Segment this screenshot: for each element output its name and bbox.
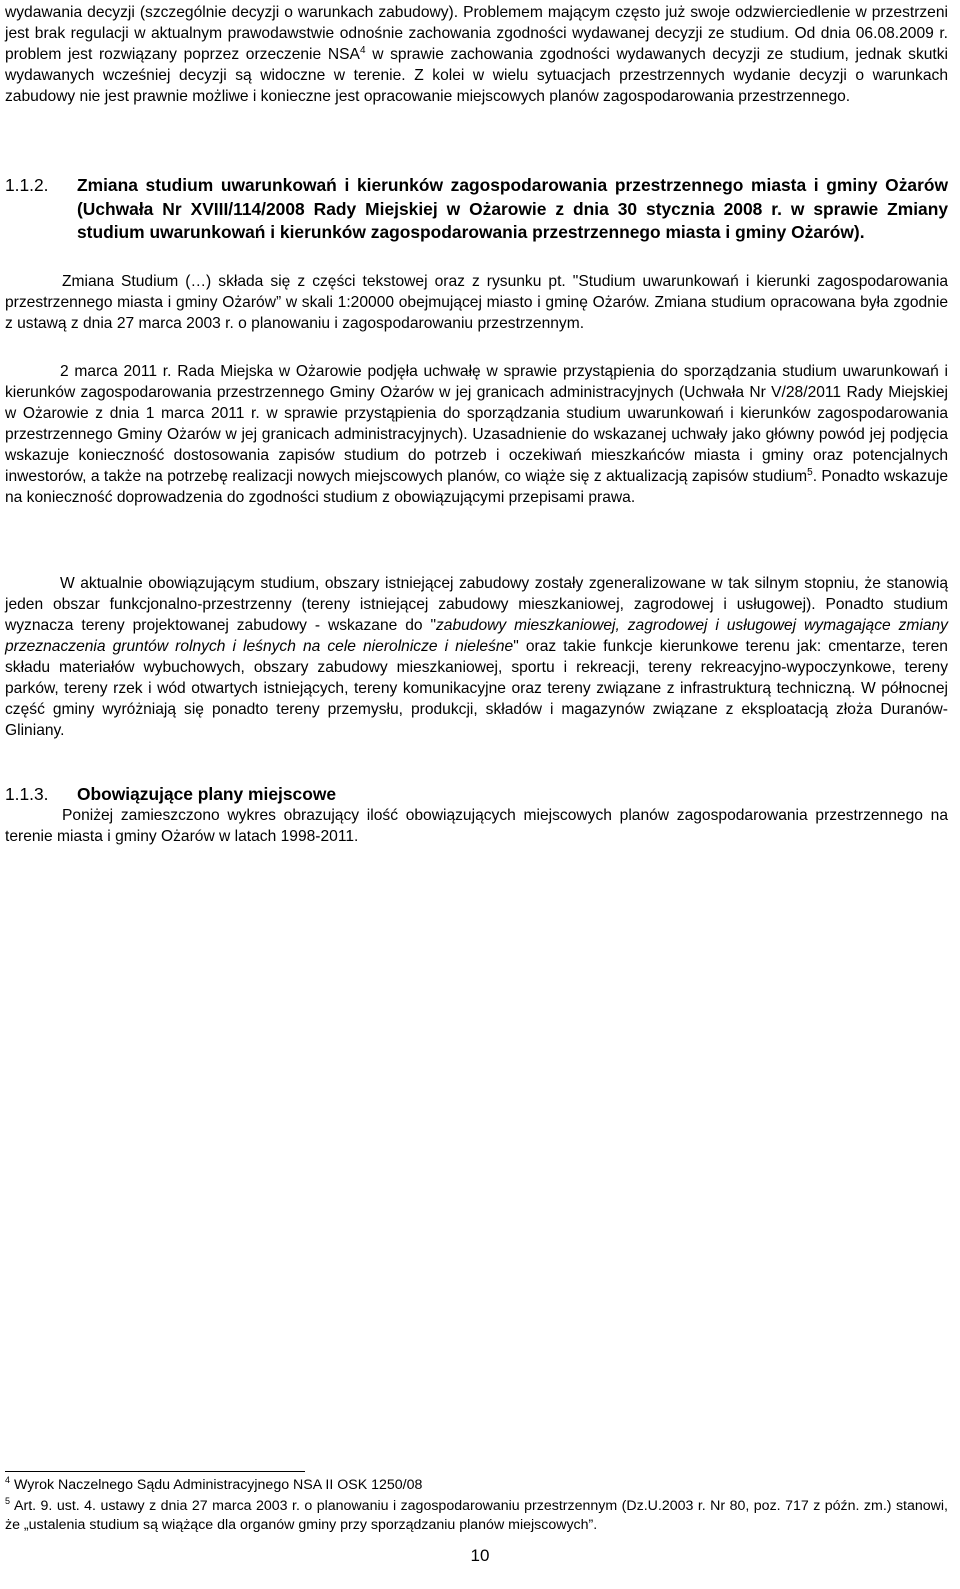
section-heading-112 [5, 174, 948, 245]
paragraph-2011-text-b: . Ponadto wskazuje na konieczność doprowadzenia do zgodności studium z obowiązującymi przepisami prawa. [5, 468, 948, 506]
footnote-4-text: Wyrok Naczelnego Sądu Administracyjnego NSA II OSK 1250/08 [14, 1477, 423, 1493]
footnote-4 [5, 1476, 948, 1495]
intro-paragraph [5, 2, 948, 107]
current-italic: zabudowy mieszkaniowej, zagrodowej i usługowej wymagające zmiany przeznaczenia gruntów rolnych i leśnych na cele nierolnicze i nieleśne [5, 617, 948, 655]
current-text-a: W aktualnie obowiązującym studium, obszary istniejącej zabudowy zostały zgeneralizowane w tak silnym stopniu, że stanowią jeden obszar funkcjonalno-przestrzenny (tereny istniejącej zabudowy mieszkaniowej, zagrodowej i usługowej). Ponadto studium wyznacza tereny projektowanej zabudowy - wskazane do " [5, 575, 948, 634]
section-113-paragraph [5, 805, 948, 847]
footnote-ref-4[interactable]: 4 [359, 44, 366, 56]
section-heading-113 [5, 783, 948, 805]
footnote-ref-5[interactable]: 5 [807, 466, 813, 478]
paragraph-current-studium [5, 573, 948, 741]
footnote-5-text: Art. 9. ust. 4. ustawy z dnia 27 marca 2003 r. o planowaniu i zagospodarowaniu przestrzennym (Dz.U.2003 r. Nr 80, poz. 717 z późn. zm.) stanowi, że „ustalenia studium są wiążące dla organów gminy przy sporządzaniu planów miejscowych”. [5, 1498, 948, 1533]
section-number-112: 1.1.2. [5, 175, 49, 195]
section-title-113: Obowiązujące plany miejscowe [77, 784, 337, 804]
paragraph-2011 [5, 361, 948, 508]
page-number: 10 [470, 1546, 490, 1565]
section-number-113: 1.1.3. [5, 784, 49, 804]
intro-text-a: wydawania decyzji (szczególnie decyzji o warunkach zabudowy). Problemem mającym często już swoje odzwierciedlenie w przestrzeni jest brak regulacji w aktualnym prawodawstwie odnośnie zachowania zgodności wydawanej decyzji ze studium. Od dnia 06.08.2009 r. problem jest rozwiązany poprzez orzeczenie NSA [5, 4, 948, 63]
section-113-text: Poniżej zamieszczono wykres obrazujący ilość obowiązujących miejscowych planów zagospodarowania przestrzennego na terenie miasta i gminy Ożarów w latach 1998-2011. [5, 807, 948, 845]
footnote-divider [5, 1471, 305, 1472]
current-text-b: " oraz takie funkcje kierunkowe terenu jak: cmentarze, teren składu materiałów wybuchowych, obszary zabudowy mieszkaniowej, sportu i rekreacji, tereny rekreacyjno-wypoczynkowe, tereny parków, tereny rzek i wód otwartych istniejących, tereny komunikacyjne oraz tereny związane z infrastrukturą techniczną. W północnej część gminy wyróżniają się ponadto tereny przemysłu, produkcji, składów i magazynów związane z eksploatacją złoża Duranów- Gliniany. [5, 638, 948, 739]
section-title-112: Zmiana studium uwarunkowań i kierunków zagospodarowania przestrzennego miasta i gminy Ożarów (Uchwała Nr XVIII/114/2008 Rady Miejskiej w Ożarowie z dnia 30 stycznia 2008 r. w sprawie Zmiany studium uwarunkowań i kierunków zagospodarowania przestrzennego miasta i gminy Ożarów). [77, 175, 948, 242]
footnote-4-marker: 4 [5, 1475, 11, 1486]
section-112-paragraph [5, 271, 948, 334]
footnote-5-marker: 5 [5, 1496, 11, 1507]
section-112-text: Zmiana Studium (…) składa się z części tekstowej oraz z rysunku pt. "Studium uwarunkowań i kierunki zagospodarowania przestrzennego miasta i gminy Ożarów” w skali 1:20000 obejmującej miasto i gminę Ożarów. Zmiana studium opracowana była zgodnie z ustawą z dnia 27 marca 2003 r. o planowaniu i zagospodarowaniu przestrzennym. [5, 273, 948, 332]
paragraph-2011-text-a: 2 marca 2011 r. Rada Miejska w Ożarowie podjęła uchwałę w sprawie przystąpienia do sporządzania studium uwarunkowań i kierunków zagospodarowania przestrzennego Gminy Ożarów w jej granicach administracyjnych (Uchwała Nr V/28/2011 Rady Miejskiej w Ożarowie z dnia 1 marca 2011 r. w sprawie przystąpienia do sporządzania studium uwarunkowań i kierunków zagospodarowania przestrzennego Gminy Ożarów w jej granicach administracyjnych). Uzasadnienie do wskazanej uchwały jako główny powód jej podjęcia wskazuje konieczność dostosowania zapisów studium do potrzeb i oczekiwań mieszkańców miasta i gminy oraz potencjalnych inwestorów, a także na potrzebę realizacji nowych miejscowych planów, co wiąże się z aktualizacją zapisów studium [5, 363, 948, 485]
footnote-5 [5, 1497, 948, 1535]
intro-text-b: w sprawie zachowania zgodności wydawanych decyzji ze studium, jednak skutki wydawanych wcześniej decyzji są widoczne w terenie. Z kolei w wielu sytuacjach przestrzennych wydanie decyzji o warunkach zabudowy nie jest prawnie możliwe i konieczne jest opracowanie miejscowych planów zagospodarowania przestrzennego. [5, 46, 949, 105]
